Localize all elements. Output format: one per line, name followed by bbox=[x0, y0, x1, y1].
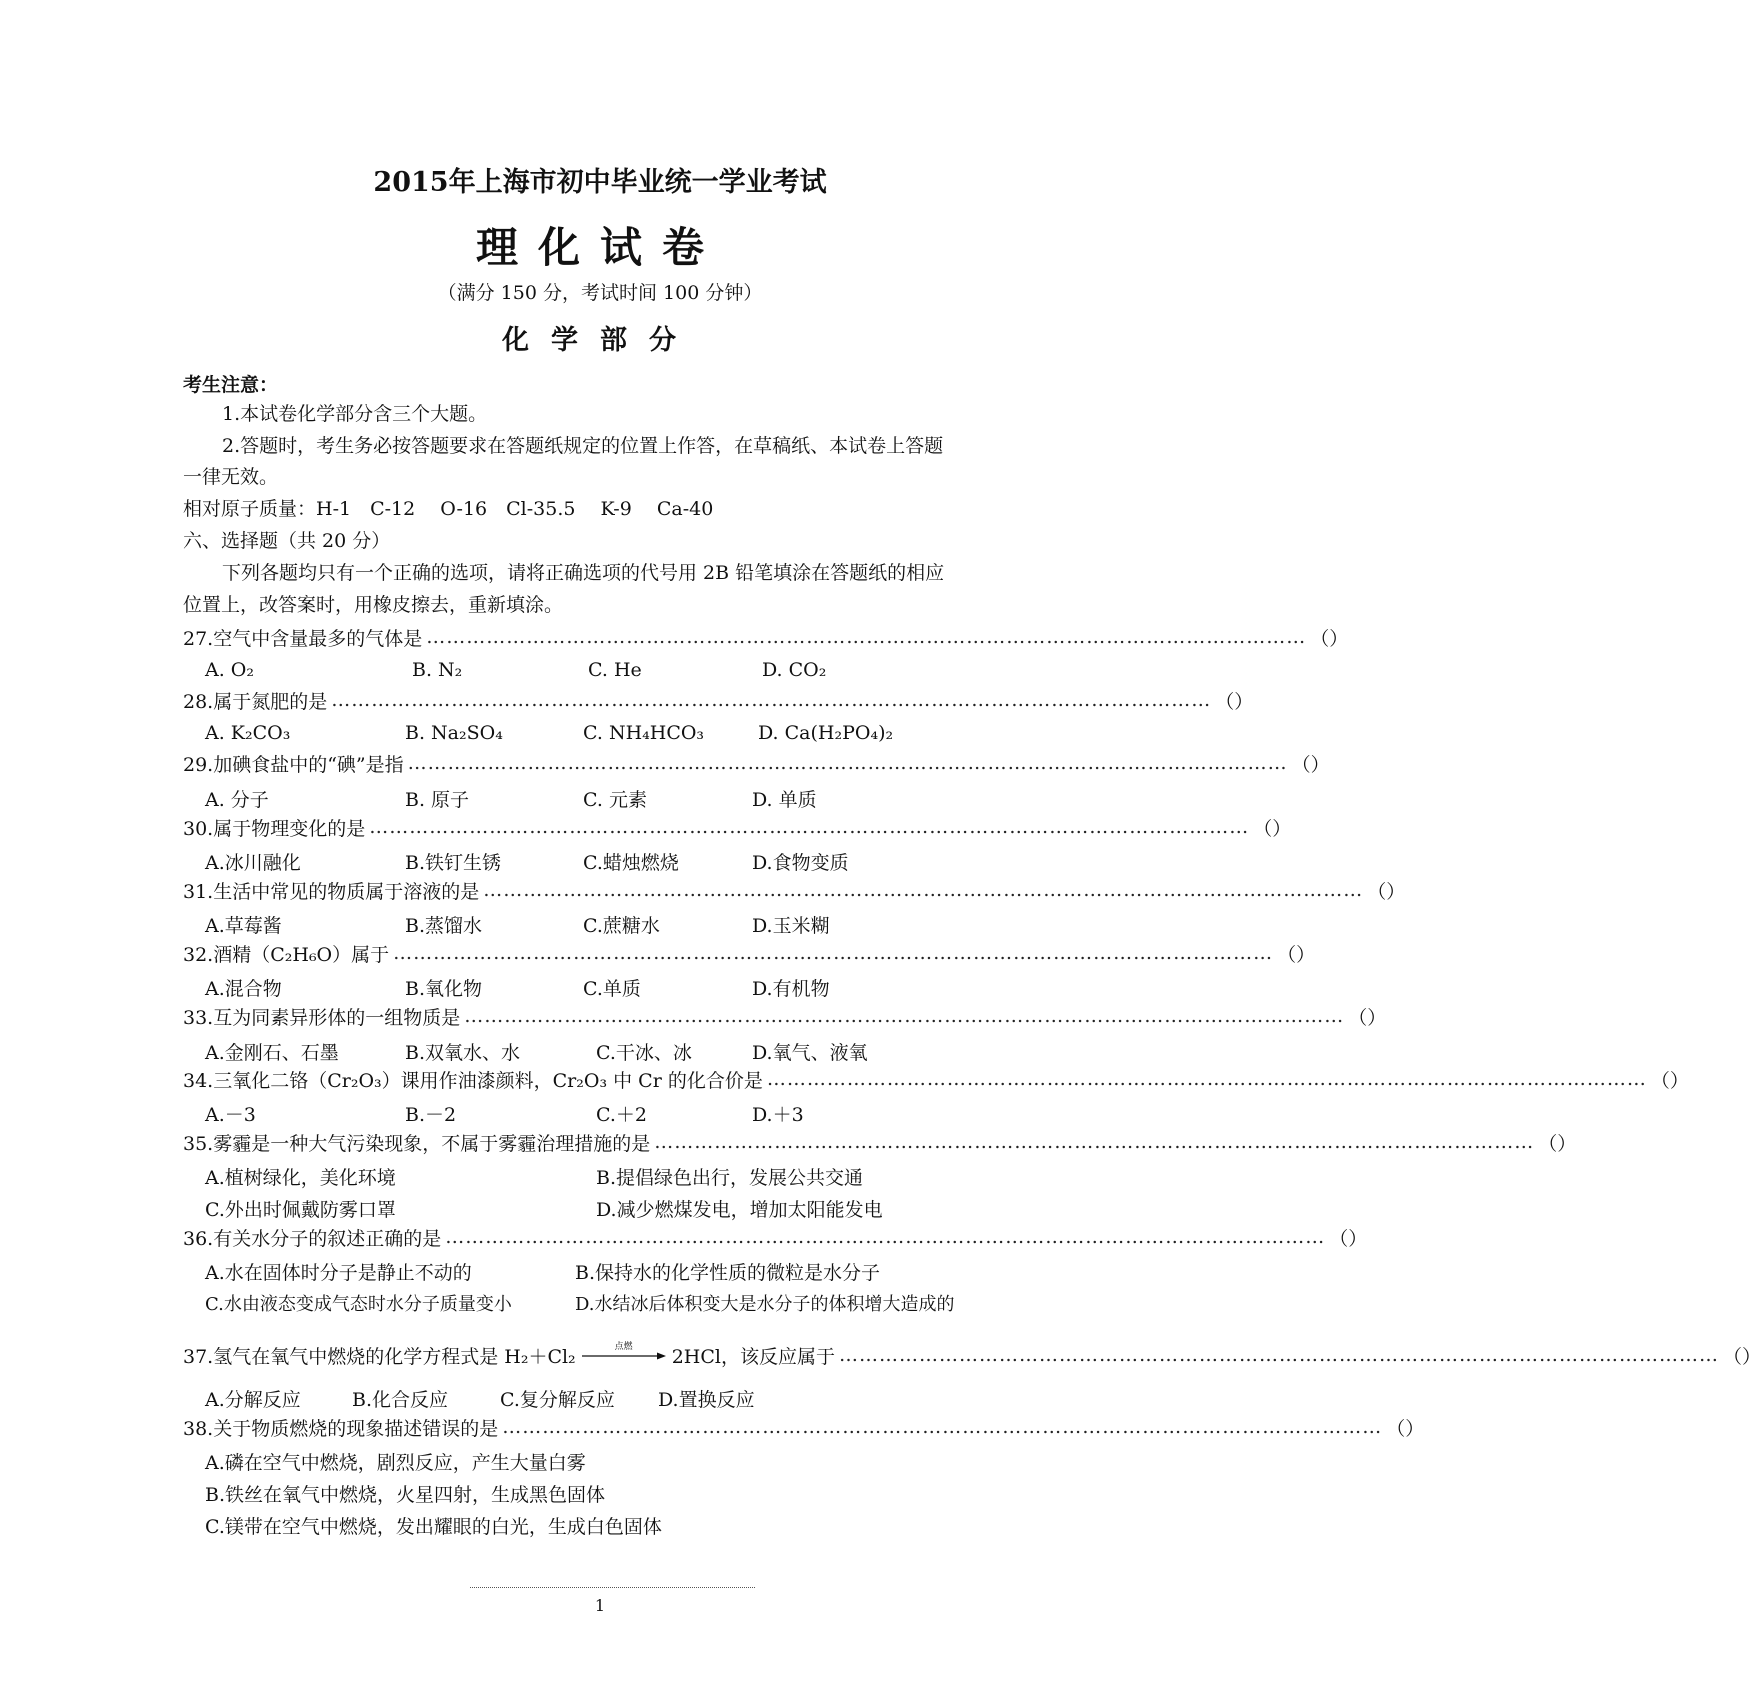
page-number: 1 bbox=[594, 1596, 606, 1615]
q34-option-c: C.＋2 bbox=[596, 1104, 647, 1126]
question-30-text: 30.属于物理变化的是 bbox=[183, 817, 366, 840]
question-28 bbox=[183, 689, 1254, 713]
question-37 bbox=[183, 1342, 1761, 1368]
q28-option-c: C. NH₄HCO₃ bbox=[583, 722, 705, 744]
q31-option-c: C.蔗糖水 bbox=[583, 915, 660, 937]
question-38-text: 38.关于物质燃烧的现象描述错误的是 bbox=[183, 1417, 499, 1440]
question-30 bbox=[183, 816, 1292, 840]
answer-bracket: （ ） bbox=[1386, 1417, 1425, 1440]
q36-option-a: A.水在固体时分子是静止不动的 bbox=[205, 1262, 472, 1284]
q28-option-a: A. K₂CO₃ bbox=[205, 722, 291, 744]
question-28-text: 28.属于氮肥的是 bbox=[183, 690, 328, 713]
footer-divider bbox=[470, 1587, 755, 1588]
q31-option-d: D.玉米糊 bbox=[752, 915, 830, 937]
leader-dots: …………………………………………………………………………………………………………………… bbox=[426, 626, 1307, 648]
question-35 bbox=[183, 1131, 1577, 1155]
leader-dots: …………………………………………………………………………………………………………………… bbox=[407, 752, 1288, 774]
q31-option-b: B.蒸馏水 bbox=[405, 915, 483, 937]
question-31-text: 31.生活中常见的物质属于溶液的是 bbox=[183, 880, 480, 903]
answer-bracket: （ ） bbox=[1367, 880, 1406, 903]
question-37-text-before: 37.氢气在氧气中燃烧的化学方程式是 H₂＋Cl₂ bbox=[183, 1345, 576, 1368]
answer-bracket: （ ） bbox=[1650, 1069, 1689, 1092]
answer-bracket: （ ） bbox=[1277, 943, 1316, 966]
leader-dots: …………………………………………………………………………………………………………………… bbox=[369, 816, 1250, 838]
q37-option-c: C.复分解反应 bbox=[500, 1389, 615, 1411]
atomic-masses: 相对原子质量：H-1 C-12 O-16 Cl-35.5 K-9 Ca-40 bbox=[183, 498, 714, 520]
q32-option-a: A.混合物 bbox=[205, 978, 282, 1000]
section-instruction-line-1: 下列各题均只有一个正确的选项，请将正确选项的代号用 2B 铅笔填涂在答题纸的相应 bbox=[222, 562, 945, 584]
question-29-text: 29.加碘食盐中的“碘”是指 bbox=[183, 753, 404, 776]
q28-option-d: D. Ca(H₂PO₄)₂ bbox=[758, 722, 894, 744]
notice-item-1: 1.本试卷化学部分含三个大题。 bbox=[222, 403, 488, 425]
q33-option-b: B.双氧水、水 bbox=[405, 1042, 521, 1064]
q37-option-a: A.分解反应 bbox=[205, 1389, 301, 1411]
q27-option-a: A. O₂ bbox=[205, 659, 254, 681]
q32-option-b: B.氧化物 bbox=[405, 978, 483, 1000]
question-33 bbox=[183, 1005, 1387, 1029]
q37-option-d: D.置换反应 bbox=[658, 1389, 755, 1411]
leader-dots: …………………………………………………………………………………………………………………… bbox=[464, 1005, 1345, 1027]
notice-heading: 考生注意： bbox=[183, 374, 279, 396]
question-27-text: 27.空气中含量最多的气体是 bbox=[183, 627, 423, 650]
section-instruction-line-2: 位置上，改答案时，用橡皮擦去，重新填涂。 bbox=[183, 594, 564, 616]
question-32 bbox=[183, 942, 1316, 966]
q35-option-d: D.减少燃煤发电，增加太阳能发电 bbox=[596, 1199, 883, 1221]
leader-dots: …………………………………………………………………………………………………………………… bbox=[502, 1416, 1383, 1438]
q34-option-a: A.－3 bbox=[205, 1104, 256, 1126]
question-36 bbox=[183, 1226, 1368, 1250]
q37-option-b: B.化合反应 bbox=[352, 1389, 449, 1411]
exam-heading: 2015年上海市初中毕业统一学业考试 bbox=[373, 167, 827, 198]
part-title: 化学部分 bbox=[502, 325, 698, 356]
question-32-text: 32.酒精（C₂H₆O）属于 bbox=[183, 943, 390, 966]
q38-option-b: B.铁丝在氧气中燃烧，火星四射，生成黑色固体 bbox=[205, 1484, 606, 1506]
question-27 bbox=[183, 626, 1349, 650]
question-33-text: 33.互为同素异形体的一组物质是 bbox=[183, 1006, 461, 1029]
q35-option-c: C.外出时佩戴防雾口罩 bbox=[205, 1199, 396, 1221]
q29-option-d: D. 单质 bbox=[752, 789, 817, 811]
q35-option-a: A.植树绿化，美化环境 bbox=[205, 1167, 396, 1189]
answer-bracket: （ ） bbox=[1538, 1132, 1577, 1155]
q27-option-b: B. N₂ bbox=[412, 659, 463, 681]
question-34-text: 34.三氧化二铬（Cr₂O₃）课用作油漆颜料，Cr₂O₃ 中 Cr 的化合价是 bbox=[183, 1069, 763, 1092]
q29-option-c: C. 元素 bbox=[583, 789, 647, 811]
answer-bracket: （ ） bbox=[1722, 1345, 1761, 1368]
q32-option-d: D.有机物 bbox=[752, 978, 830, 1000]
q36-option-b: B.保持水的化学性质的微粒是水分子 bbox=[575, 1262, 881, 1284]
answer-bracket: （ ） bbox=[1291, 753, 1330, 776]
q33-option-d: D.氧气、液氧 bbox=[752, 1042, 868, 1064]
q30-option-c: C.蜡烛燃烧 bbox=[583, 852, 679, 874]
q38-option-c: C.镁带在空气中燃烧，发出耀眼的白光，生成白色固体 bbox=[205, 1516, 662, 1538]
q33-option-a: A.金刚石、石墨 bbox=[205, 1042, 339, 1064]
question-31 bbox=[183, 879, 1406, 903]
q30-option-a: A.冰川融化 bbox=[205, 852, 301, 874]
question-29 bbox=[183, 752, 1330, 776]
leader-dots: …………………………………………………………………………………………………………………… bbox=[654, 1131, 1535, 1153]
answer-bracket: （ ） bbox=[1253, 817, 1292, 840]
leader-dots: …………………………………………………………………………………………………………………… bbox=[393, 942, 1274, 964]
reaction-condition: 点燃 bbox=[614, 1342, 633, 1352]
paper-title: 理化试卷 bbox=[475, 223, 724, 272]
arrow-icon bbox=[582, 1352, 666, 1360]
section-title: 六、选择题（共 20 分） bbox=[183, 530, 391, 552]
leader-dots: …………………………………………………………………………………………………………………… bbox=[483, 879, 1364, 901]
q31-option-a: A.草莓酱 bbox=[205, 915, 282, 937]
answer-bracket: （ ） bbox=[1348, 1006, 1387, 1029]
question-37-text-after: 2HCl，该反应属于 bbox=[671, 1345, 835, 1368]
q30-option-d: D.食物变质 bbox=[752, 852, 849, 874]
q29-option-b: B. 原子 bbox=[405, 789, 470, 811]
answer-bracket: （ ） bbox=[1215, 690, 1254, 713]
notice-item-2-line-1: 2.答题时，考生务必按答题要求在答题纸规定的位置上作答，在草稿纸、本试卷上答题 bbox=[222, 435, 944, 457]
question-38 bbox=[183, 1416, 1425, 1440]
q36-option-d: D.水结冰后体积变大是水分子的体积增大造成的 bbox=[575, 1294, 955, 1315]
q35-option-b: B.提倡绿色出行，发展公共交通 bbox=[596, 1167, 864, 1189]
q30-option-b: B.铁钉生锈 bbox=[405, 852, 502, 874]
answer-bracket: （ ） bbox=[1310, 627, 1349, 650]
answer-bracket: （ ） bbox=[1329, 1227, 1368, 1250]
leader-dots: …………………………………………………………………………………………………………………… bbox=[838, 1344, 1719, 1366]
q29-option-a: A. 分子 bbox=[205, 789, 269, 811]
q27-option-c: C. He bbox=[588, 659, 642, 681]
leader-dots: …………………………………………………………………………………………………………………… bbox=[331, 689, 1212, 711]
notice-item-2-line-2: 一律无效。 bbox=[183, 466, 279, 488]
question-36-text: 36.有关水分子的叙述正确的是 bbox=[183, 1227, 442, 1250]
question-34 bbox=[183, 1068, 1689, 1092]
question-35-text: 35.雾霾是一种大气污染现象，不属于雾霾治理措施的是 bbox=[183, 1132, 651, 1155]
q36-option-c: C.水由液态变成气态时水分子质量变小 bbox=[205, 1294, 512, 1315]
leader-dots: …………………………………………………………………………………………………………………… bbox=[445, 1226, 1326, 1248]
q34-option-b: B.－2 bbox=[405, 1104, 457, 1126]
q34-option-d: D.＋3 bbox=[752, 1104, 804, 1126]
paper-subtitle: （满分 150 分，考试时间 100 分钟） bbox=[437, 282, 763, 304]
q28-option-b: B. Na₂SO₄ bbox=[405, 722, 503, 744]
q32-option-c: C.单质 bbox=[583, 978, 641, 1000]
q38-option-a: A.磷在空气中燃烧，剧烈反应，产生大量白雾 bbox=[205, 1452, 586, 1474]
leader-dots: …………………………………………………………………………………………………………………… bbox=[766, 1068, 1647, 1090]
q27-option-d: D. CO₂ bbox=[762, 659, 827, 681]
q33-option-c: C.干冰、冰 bbox=[596, 1042, 692, 1064]
reaction-arrow bbox=[582, 1342, 666, 1360]
